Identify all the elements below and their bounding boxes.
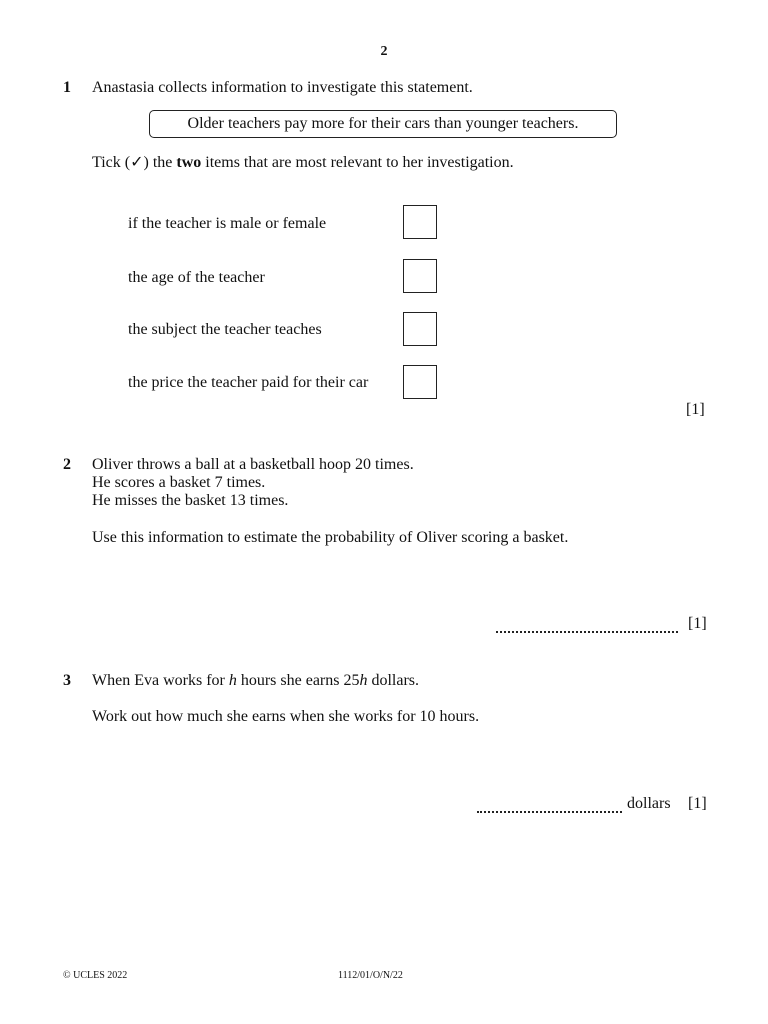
tick-box-age[interactable] — [403, 259, 437, 293]
option-label-age: the age of the teacher — [128, 269, 265, 286]
question-3-instruction: Work out how much she earns when she works for 10 hours. — [92, 708, 480, 725]
answer-line-q2[interactable] — [496, 628, 678, 633]
question-3-mark: [1] — [688, 795, 707, 812]
instruction-post: items that are most relevant to her investigation. — [201, 154, 514, 171]
option-label-price: the price the teacher paid for their car — [128, 374, 369, 391]
tick-box-subject[interactable] — [403, 312, 437, 346]
tick-box-price[interactable] — [403, 365, 437, 399]
question-2-instruction: Use this information to estimate the probability of Oliver scoring a basket. — [92, 529, 569, 546]
question-2-number: 2 — [63, 456, 71, 473]
question-2-mark: [1] — [688, 615, 707, 632]
question-2-line-1: Oliver throws a ball at a basketball hoop 20 times. — [92, 456, 414, 473]
instruction-bold: two — [176, 154, 202, 171]
tick-box-gender[interactable] — [403, 205, 437, 239]
question-1-number: 1 — [63, 79, 71, 96]
question-3-number: 3 — [63, 672, 71, 689]
question-1-mark: [1] — [686, 401, 705, 418]
q3-text-pre: When Eva works for — [92, 672, 229, 689]
instruction-mid: ) the — [143, 154, 177, 171]
question-2-line-2: He scores a basket 7 times. — [92, 474, 266, 491]
page-number: 2 — [380, 44, 388, 59]
q3-text-post: dollars. — [367, 672, 420, 689]
statement-text: Older teachers pay more for their cars than younger teachers. — [187, 115, 579, 132]
tick-icon: ✓ — [130, 154, 144, 171]
question-2-line-3: He misses the basket 13 times. — [92, 492, 289, 509]
option-label-subject: the subject the teacher teaches — [128, 321, 322, 338]
question-3-line — [92, 672, 419, 690]
instruction-pre: Tick ( — [92, 154, 131, 171]
answer-unit: dollars — [627, 795, 671, 812]
footer-copyright: © UCLES 2022 — [63, 970, 128, 981]
answer-line-q3[interactable] — [477, 808, 622, 813]
option-label-gender: if the teacher is male or female — [128, 215, 327, 232]
q3-variable-2: h — [359, 672, 368, 689]
footer-code: 1112/01/O/N/22 — [338, 970, 403, 981]
statement-box — [149, 110, 617, 138]
question-1-instruction — [92, 152, 514, 172]
q3-variable: h — [228, 672, 237, 689]
q3-text-mid: hours she earns 25 — [236, 672, 360, 689]
question-1-intro: Anastasia collects information to investigate this statement. — [92, 79, 473, 96]
